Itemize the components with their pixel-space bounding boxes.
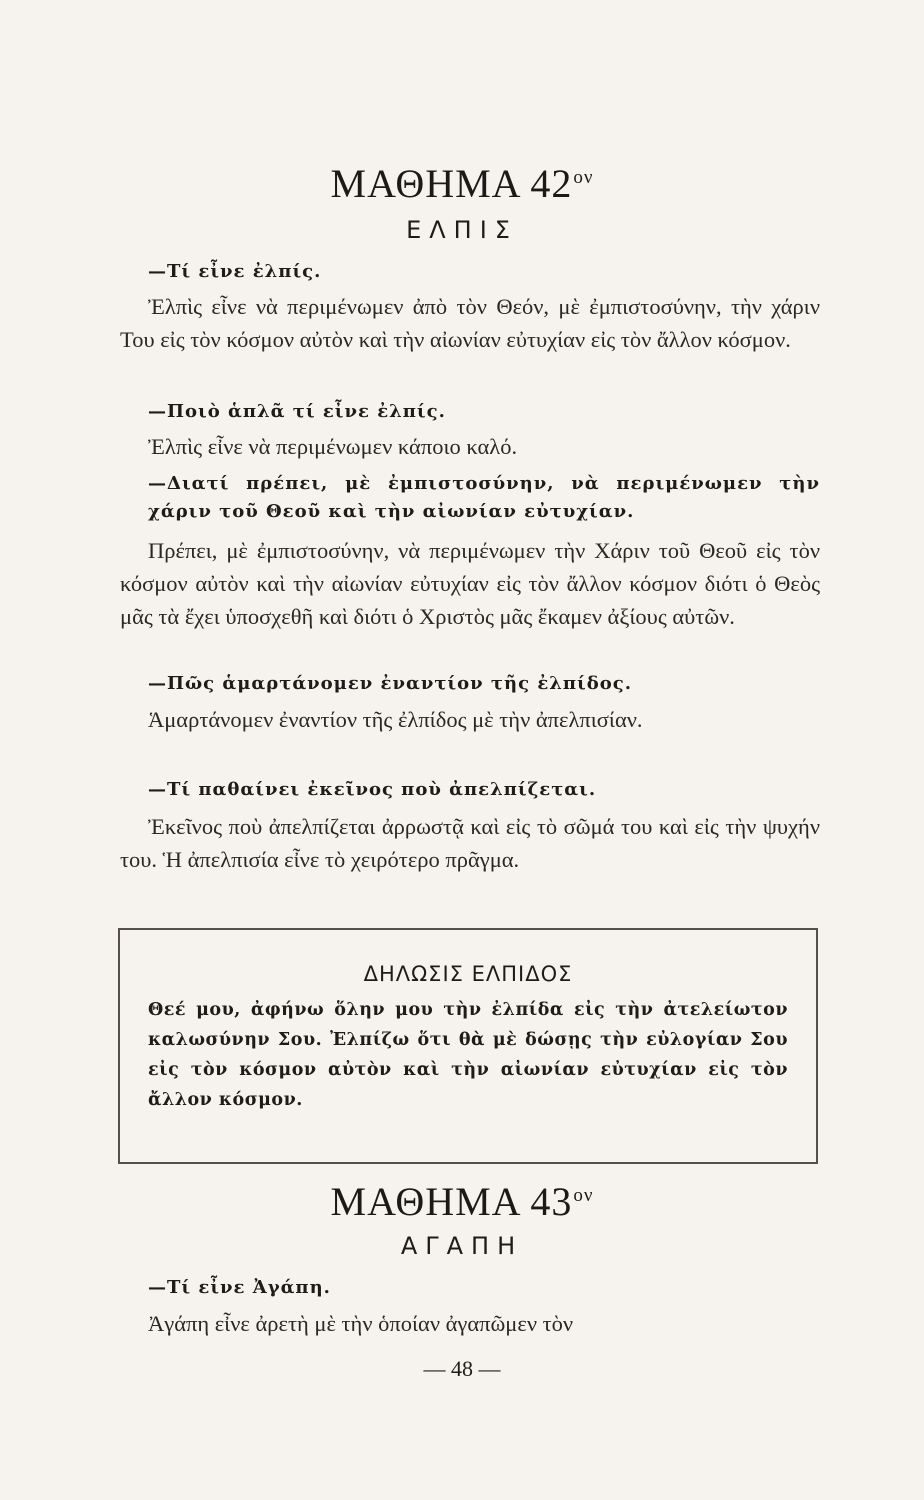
question-1: —Τί εἶνε ἐλπίς. [148,261,322,282]
answer-5 [120,810,820,876]
answer-3 [120,534,820,633]
answer-3-text: Πρέπει, μὲ ἐμπιστοσύνην, νὰ περιμένωμεν τὴν Χάριν τοῦ Θεοῦ εἰς τὸν κόσμον αὐτὸν καὶ τὴν αἰωνίαν εὐτυχίαν εἰς τὸν ἄλλον κόσμον διότι ὁ Θεὸς μᾶς τὰ ἔχει ὑποσχεθῆ καὶ διότι ὁ Χριστὸς μᾶς ἔκαμεν ἀξίους αὐτῶν. [120,538,820,629]
page-number: — 48 — [423,1356,501,1381]
lesson-43-title: ΜΑΘΗΜΑ 43 [330,1179,573,1224]
answer-1 [120,290,820,356]
question-2: —Ποιὸ ἁπλᾶ τί εἶνε ἐλπίς. [148,401,446,422]
declaration-title: ΔΗΛΩΣΙΣ ΕΛΠΙΔΟΣ [363,962,573,986]
question-6: —Τί εἶνε Ἀγάπη. [148,1277,331,1298]
lesson-42-title: ΜΑΘΗΜΑ 42 [330,161,573,206]
lesson-43-ordinal-suffix: ον [573,1185,594,1206]
question-5: —Τί παθαίνει ἐκεῖνος ποὺ ἀπελπίζεται. [148,779,597,800]
answer-6 [120,1307,820,1340]
answer-2-text: Ἐλπὶς εἶνε νὰ περιμένωμεν κάποιο καλό. [148,434,518,459]
answer-5-text: Ἐκεῖνος ποὺ ἀπελπίζεται ἀρρωστᾷ καὶ εἰς τὸ σῶμά του καὶ εἰς τὴν ψυχήν του. Ἡ ἀπελπισία εἶνε τὸ χειρότερο πρᾶγμα. [120,814,820,872]
answer-6-text: Ἀγάπη εἶνε ἀρετὴ μὲ τὴν ὁποίαν ἀγαπῶμεν τὸν [148,1311,574,1336]
lesson-42-heading [0,160,924,207]
question-3: —Διατί πρέπει, μὲ ἐμπιστοσύνην, νὰ περιμένωμεν τὴν χάριν τοῦ Θεοῦ καὶ τὴν αἰωνίαν εὐτυχίαν. [148,473,820,522]
lesson-43-topic: ΑΓΑΠΗ [400,1232,524,1260]
question-4: —Πῶς ἁμαρτάνομεν ἐναντίον τῆς ἐλπίδος. [148,673,633,694]
answer-4-text: Ἁμαρτάνομεν ἐναντίον τῆς ἐλπίδος μὲ τὴν ἀπελπισίαν. [148,707,643,732]
answer-1-text: Ἐλπὶς εἶνε νὰ περιμένωμεν ἀπὸ τὸν Θεόν, μὲ ἐμπιστοσύνην, τὴν χάριν Του εἰς τὸν κόσμον αὐτὸν καὶ τὴν αἰωνίαν εὐτυχίαν εἰς τὸν ἄλλον κόσμον. [120,294,820,352]
declaration-box [118,928,818,1164]
lesson-42-ordinal-suffix: ον [573,167,594,188]
lesson-43-heading [0,1178,924,1225]
answer-2 [120,430,820,463]
answer-4 [120,703,820,736]
lesson-42-topic: ΕΛΠΙΣ [406,216,518,244]
declaration-text: Θεέ μου, ἀφήνω ὅλην μου τὴν ἐλπίδα εἰς τὴν ἀτελείωτον καλωσύνην Σου. Ἐλπίζω ὅτι θὰ μὲ δώσῃς τὴν εὐλογίαν Σου εἰς τὸν κόσμον αὐτὸν καὶ τὴν αἰωνίαν εὐτυχίαν εἰς τὸν ἄλλον κόσμον. [148,1000,788,1110]
